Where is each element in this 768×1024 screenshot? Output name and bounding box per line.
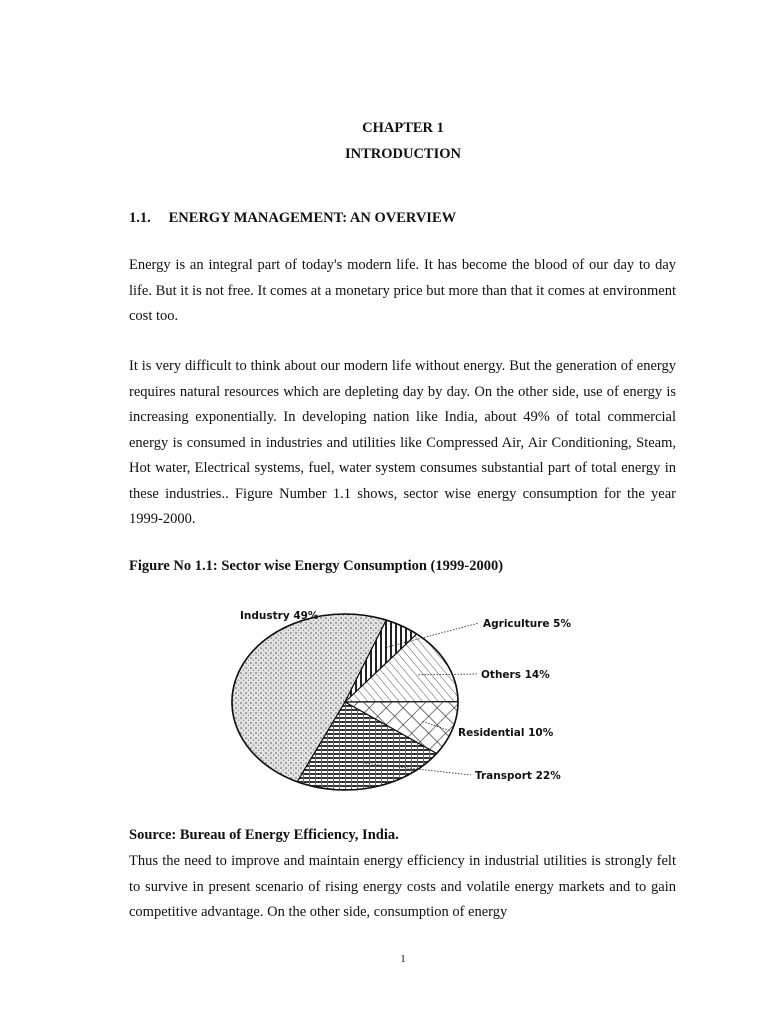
pie-chart: [225, 597, 595, 797]
chapter-number: CHAPTER 1: [362, 120, 444, 136]
pie-label-transport: Transport 22%: [475, 770, 561, 782]
chapter-title: INTRODUCTION: [344, 146, 461, 162]
pie-label-industry: Industry 49%: [240, 610, 319, 622]
pie-label-others: Others 14%: [481, 669, 550, 681]
paragraph-efficiency: Thus the need to improve and maintain energy efficiency in industrial utilities is strongly felt to survive in present scenario of rising energy costs and volatile energy markets and to gain competitive advantage. On the other side, consumption of energy: [129, 853, 676, 920]
section-title: ENERGY MANAGEMENT: AN OVERVIEW: [168, 210, 457, 226]
pie-label-residential: Residential 10%: [458, 727, 554, 739]
paragraph-intro: Energy is an integral part of today's modern life. It has become the blood of our day to day life. But it is not free. It comes at a monetary price but more than that it comes at environment cost too.: [129, 257, 676, 324]
figure-source: Source: Bureau of Energy Efficiency, India.: [129, 827, 399, 843]
figure-caption: Figure No 1.1: Sector wise Energy Consumption (1999-2000): [129, 558, 504, 574]
section-number: 1.1.: [129, 210, 151, 226]
pie-label-agriculture: Agriculture 5%: [483, 618, 571, 630]
section-heading: [129, 210, 456, 227]
page-number: 1: [400, 953, 406, 965]
paragraph-energy-usage: It is very difficult to think about our modern life without energy. But the generation of energy requires natural resources which are depleting day by day. On the other side, use of energy is increasing exponentially. In developing nation like India, about 49% of total commercial energy is consumed in industries and utilities like Compressed Air, Air Conditioning, Steam, Hot water, Electrical systems, fuel, water system consumes substantial part of total energy in these industries.. Figure Number 1.1 shows, sector wise energy consumption for the year 1999-2000.: [129, 358, 676, 527]
